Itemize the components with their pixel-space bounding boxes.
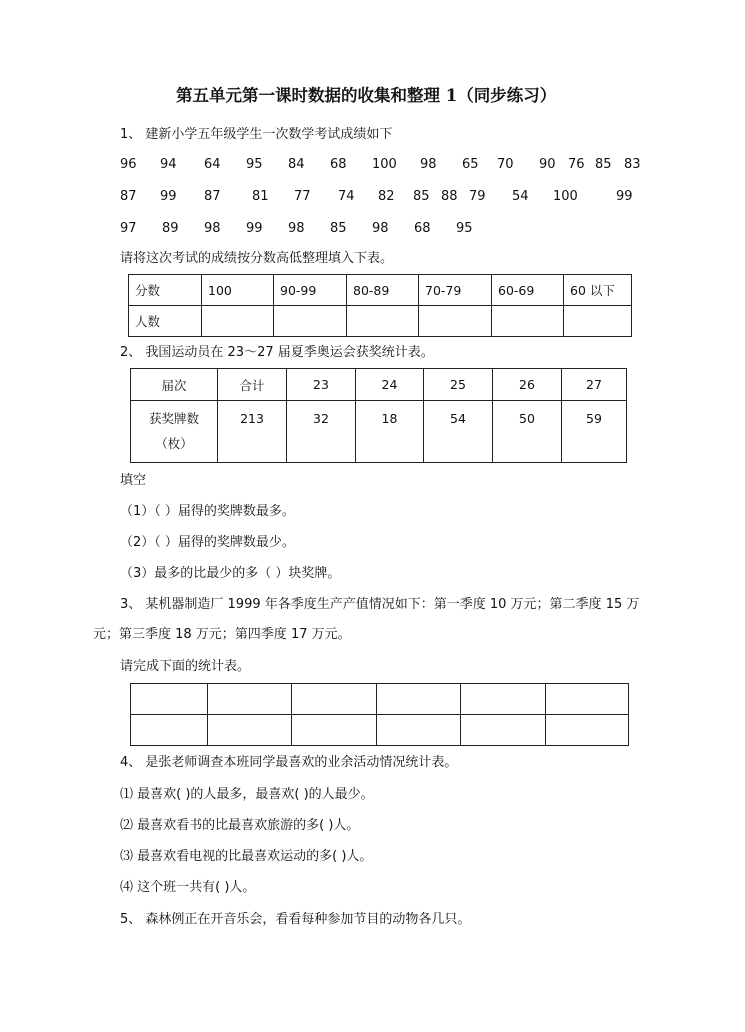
score: 82	[378, 189, 395, 204]
score: 99	[160, 189, 177, 204]
score: 85	[595, 157, 612, 172]
answer-cell[interactable]	[208, 715, 292, 746]
value-cell: 32	[287, 401, 356, 463]
score: 68	[414, 221, 431, 236]
score: 77	[294, 189, 311, 204]
score: 85	[413, 189, 430, 204]
header-cell: 24	[356, 369, 424, 401]
score: 94	[160, 157, 177, 172]
header-cell: 70-79	[419, 275, 492, 306]
value-cell: 213	[218, 401, 287, 463]
header-cell: 分数	[129, 275, 202, 306]
score: 96	[120, 157, 137, 172]
score: 81	[252, 189, 269, 204]
q1-prompt: 1、 建新小学五年级学生一次数学考试成绩如下	[120, 127, 393, 142]
score: 95	[246, 157, 263, 172]
answer-cell[interactable]	[292, 684, 377, 715]
score: 70	[497, 157, 514, 172]
score: 98	[204, 221, 221, 236]
score: 88	[441, 189, 458, 204]
header-cell: 60 以下	[564, 275, 632, 306]
q3-line-1: 3、 某机器制造厂 1999 年各季度生产产值情况如下：第一季度 10 万元；第二季度 15 万	[120, 597, 640, 612]
answer-cell[interactable]	[564, 306, 632, 337]
score: 64	[204, 157, 221, 172]
score: 87	[120, 189, 137, 204]
score: 100	[553, 189, 578, 204]
table-row	[129, 306, 632, 337]
table-row	[131, 715, 629, 746]
answer-cell[interactable]	[131, 684, 208, 715]
answer-cell[interactable]	[461, 684, 546, 715]
row-label	[131, 401, 218, 463]
value-cell: 54	[424, 401, 493, 463]
score: 98	[420, 157, 437, 172]
score: 68	[330, 157, 347, 172]
table-header-row	[131, 369, 627, 401]
q4-item-4: ⑷ 这个班一共有( )人。	[120, 880, 256, 895]
answer-cell[interactable]	[347, 306, 419, 337]
score: 54	[512, 189, 529, 204]
score: 65	[462, 157, 479, 172]
header-cell: 届次	[131, 369, 218, 401]
row-label: 人数	[129, 306, 202, 337]
header-cell: 23	[287, 369, 356, 401]
q2-item-3: （3）最多的比最少的多（ ）块奖牌。	[120, 566, 341, 581]
answer-cell[interactable]	[492, 306, 564, 337]
row-label-line: 获奖牌数	[148, 411, 199, 426]
q5-prompt: 5、 森林例正在开音乐会，看看每种参加节目的动物各几只。	[120, 912, 471, 927]
score: 98	[372, 221, 389, 236]
score: 87	[204, 189, 221, 204]
answer-cell[interactable]	[292, 715, 377, 746]
answer-cell[interactable]	[461, 715, 546, 746]
score: 74	[338, 189, 355, 204]
q2-item-2: （2）（ ）届得的奖牌数最少。	[120, 535, 295, 550]
score: 85	[330, 221, 347, 236]
q3-line-2: 元；第三季度 18 万元；第四季度 17 万元。	[93, 627, 351, 642]
answer-cell[interactable]	[377, 715, 461, 746]
score: 99	[246, 221, 263, 236]
production-value-table	[130, 683, 629, 746]
score: 76	[568, 157, 585, 172]
table-row	[131, 401, 627, 463]
fill-label: 填空	[120, 473, 147, 488]
score-distribution-table	[128, 274, 632, 337]
answer-cell[interactable]	[377, 684, 461, 715]
header-cell: 90-99	[274, 275, 347, 306]
q4-item-2: ⑵ 最喜欢看书的比最喜欢旅游的多( )人。	[120, 818, 360, 833]
page-title: 第五单元第一课时数据的收集和整理 1（同步练习）	[176, 86, 557, 105]
header-cell: 25	[424, 369, 493, 401]
value-cell: 50	[493, 401, 562, 463]
olympic-medal-table	[130, 368, 627, 463]
score: 98	[288, 221, 305, 236]
header-cell: 合计	[218, 369, 287, 401]
header-cell: 60-69	[492, 275, 564, 306]
score: 79	[469, 189, 486, 204]
table-header-row	[129, 275, 632, 306]
score: 90	[539, 157, 556, 172]
answer-cell[interactable]	[202, 306, 274, 337]
q4-item-1: ⑴ 最喜欢( )的人最多，最喜欢( )的人最少。	[120, 787, 374, 802]
header-cell: 100	[202, 275, 274, 306]
score: 99	[616, 189, 633, 204]
q3-instruction: 请完成下面的统计表。	[120, 659, 251, 674]
q4-prompt: 4、 是张老师调查本班同学最喜欢的业余活动情况统计表。	[120, 755, 458, 770]
score: 83	[624, 157, 641, 172]
answer-cell[interactable]	[419, 306, 492, 337]
header-cell: 27	[562, 369, 627, 401]
answer-cell[interactable]	[546, 684, 629, 715]
score: 89	[162, 221, 179, 236]
q1-instruction: 请将这次考试的成绩按分数高低整理填入下表。	[120, 251, 394, 266]
score: 84	[288, 157, 305, 172]
header-cell: 26	[493, 369, 562, 401]
answer-cell[interactable]	[131, 715, 208, 746]
table-row	[131, 684, 629, 715]
score: 100	[372, 157, 397, 172]
value-cell: 59	[562, 401, 627, 463]
q4-item-3: ⑶ 最喜欢看电视的比最喜欢运动的多( )人。	[120, 849, 373, 864]
header-cell: 80-89	[347, 275, 419, 306]
answer-cell[interactable]	[546, 715, 629, 746]
q2-prompt: 2、 我国运动员在 23～27 届夏季奥运会获奖统计表。	[120, 345, 434, 360]
row-label-line: （枚）	[155, 436, 193, 451]
answer-cell[interactable]	[274, 306, 347, 337]
score: 95	[456, 221, 473, 236]
answer-cell[interactable]	[208, 684, 292, 715]
score: 97	[120, 221, 137, 236]
q2-item-1: （1）（ ）届得的奖牌数最多。	[120, 504, 295, 519]
value-cell: 18	[356, 401, 424, 463]
